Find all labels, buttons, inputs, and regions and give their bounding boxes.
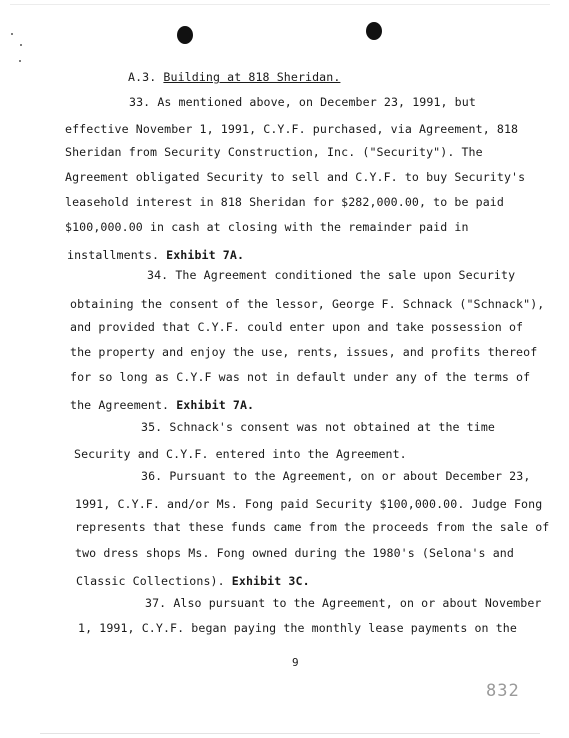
- paragraph-34-line: and provided that C.Y.F. could enter upon and take possession of: [70, 320, 524, 334]
- paragraph-37-line: 1, 1991, C.Y.F. began paying the monthly lease payments on the: [78, 621, 517, 635]
- paragraph-34-line: for so long as C.Y.F was not in default under any of the terms of: [70, 370, 531, 384]
- paragraph-33-line: installments.: [67, 248, 160, 262]
- paragraph-33-line: Sheridan from Security Construction, Inc. ("Security"). The: [65, 145, 483, 159]
- paragraph-36-last-line: [76, 574, 310, 588]
- paragraph-36-line: two dress shops Ms. Fong owned during the 1980's (Selona's and: [75, 546, 514, 560]
- paragraph-34-line: the Agreement.: [70, 398, 170, 412]
- section-number: A.3.: [128, 70, 157, 84]
- binder-hole-right: [366, 22, 382, 40]
- exhibit-reference: Exhibit 3C.: [231, 574, 310, 588]
- exhibit-reference: Exhibit 7A.: [166, 248, 245, 262]
- paragraph-36-line: 36. Pursuant to the Agreement, on or about December 23,: [141, 469, 531, 483]
- page-number: 9: [292, 656, 299, 669]
- paragraph-33-line: leasehold interest in 818 Sheridan for $282,000.00, to be paid: [65, 195, 504, 209]
- paragraph-37-line: 37. Also pursuant to the Agreement, on or about November: [145, 596, 542, 610]
- margin-speck: [19, 60, 21, 62]
- paragraph-34-line: the property and enjoy the use, rents, issues, and profits thereof: [70, 345, 538, 359]
- paragraph-33-line: $100,000.00 in cash at closing with the remainder paid in: [65, 220, 469, 234]
- paragraph-34-line: 34. The Agreement conditioned the sale upon Security: [147, 268, 516, 282]
- paragraph-33-line: effective November 1, 1991, C.Y.F. purchased, via Agreement, 818: [65, 122, 519, 136]
- margin-speck: [20, 44, 22, 46]
- paragraph-33-line: Agreement obligated Security to sell and C.Y.F. to buy Security's: [65, 170, 526, 184]
- paragraph-33-line: 33. As mentioned above, on December 23, 1991, but: [129, 95, 476, 109]
- binder-hole-left: [177, 26, 193, 44]
- paragraph-36-line: Classic Collections).: [76, 574, 225, 588]
- paragraph-35-line: 35. Schnack's consent was not obtained at the time: [141, 420, 496, 434]
- section-heading: [128, 70, 340, 84]
- paragraph-35-line: Security and C.Y.F. entered into the Agreement.: [74, 447, 407, 461]
- margin-speck: [11, 33, 13, 35]
- exhibit-reference: Exhibit 7A.: [176, 398, 255, 412]
- bates-stamp: 832: [486, 681, 520, 701]
- paragraph-34-line: obtaining the consent of the lessor, George F. Schnack ("Schnack"),: [70, 297, 545, 311]
- scan-noise-bottom: [40, 733, 540, 734]
- paragraph-36-line: represents that these funds came from the proceeds from the sale of: [75, 520, 550, 534]
- scan-noise-top: [10, 4, 550, 5]
- paragraph-33-last-line: [67, 248, 244, 262]
- paragraph-36-line: 1991, C.Y.F. and/or Ms. Fong paid Security $100,000.00. Judge Fong: [75, 497, 543, 511]
- paragraph-34-last-line: [70, 398, 254, 412]
- section-title: Building at 818 Sheridan.: [163, 70, 341, 84]
